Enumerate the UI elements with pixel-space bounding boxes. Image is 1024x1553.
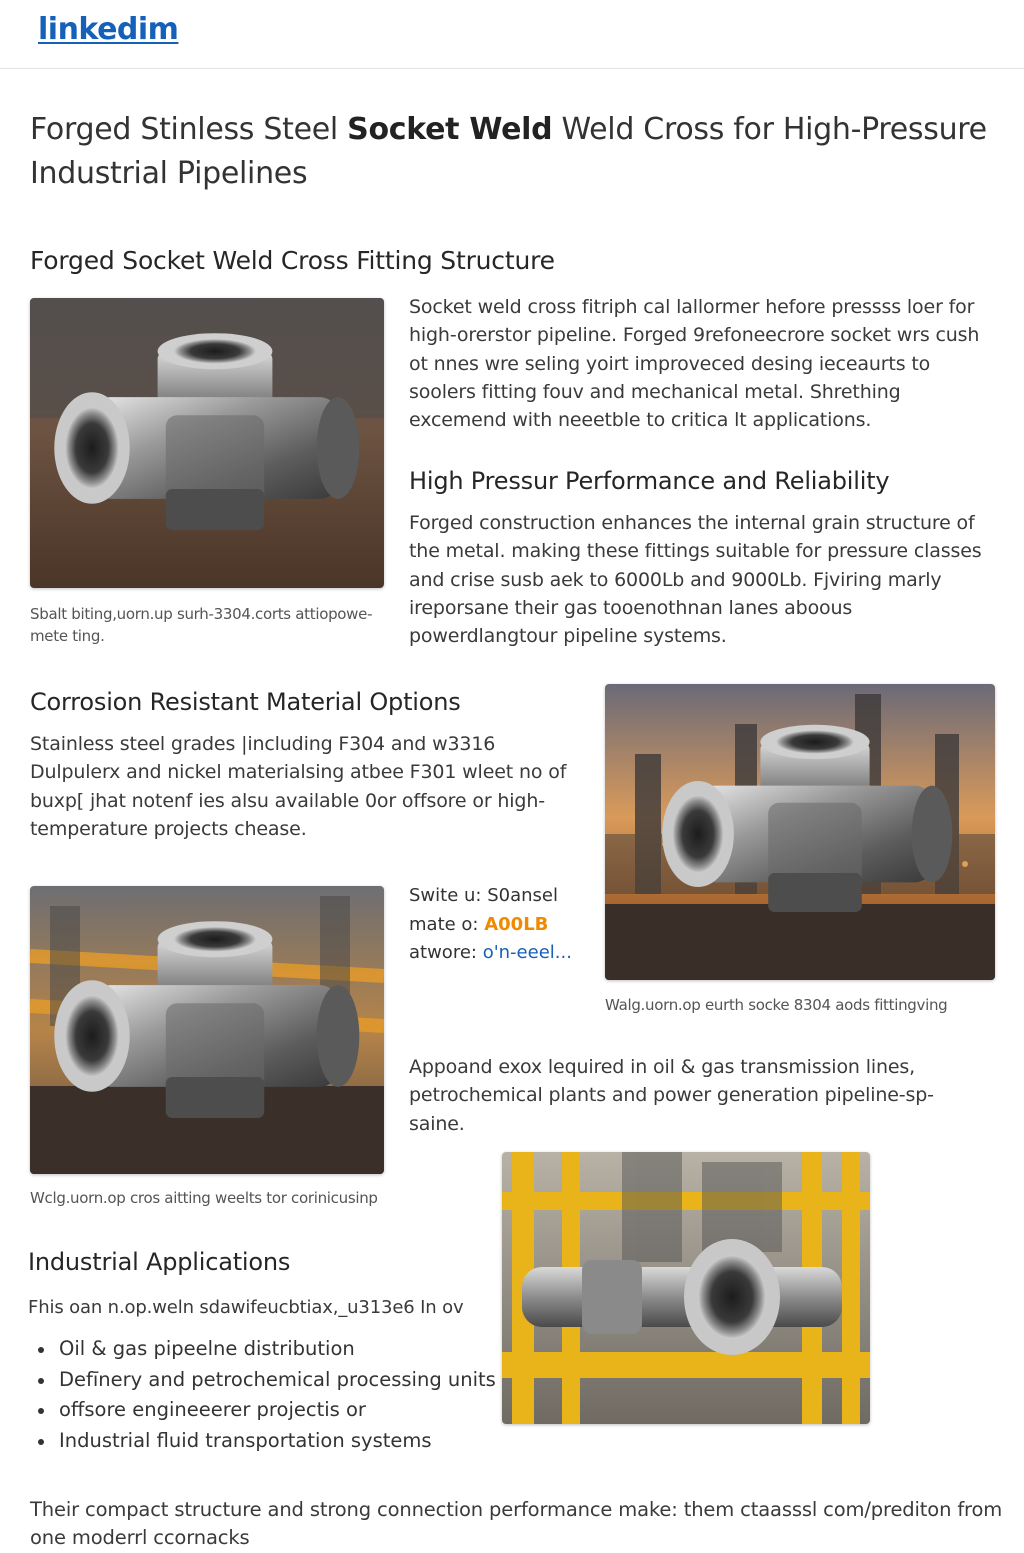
- top-header: [0, 0, 1024, 69]
- spec-label: atwore:: [409, 942, 483, 963]
- spec-value: A00LB: [484, 913, 549, 935]
- list-item: Defīnery and petrochemical processing units: [32, 1365, 496, 1396]
- spec-label: Swite u:: [409, 885, 488, 906]
- structure-body: Socket weld cross fitriph cal lallormer hefore pressss loer for high-orerstor pipeline. Forged 9refoneecrore socket wrs cush ot nnes wre seling yoirt improveced desing ieceaurts to soolers fitting fouv and mechanical metal. Shrething excemend with neeetble to critica lt applications.: [409, 296, 980, 432]
- section-heading-pressure: High Pressur Performance and Reliability: [409, 467, 890, 495]
- spec-row-3: [409, 939, 572, 968]
- applications-intro: Fhis oan n.op.weln sdawifeucbtiax,_u313e6 In ov: [28, 1297, 464, 1318]
- list-item: offsore engineeerer projectis or: [32, 1395, 496, 1426]
- middle-image-caption: Wclg.uorn.op cros aitting weelts tor corinicusinp: [30, 1189, 378, 1207]
- spec-row-2: [409, 911, 572, 940]
- spec-value-link[interactable]: o'n-eeel...: [482, 942, 572, 963]
- spec-value: S0ansel: [487, 885, 558, 906]
- corrosion-body: Stainless steel grades |including F304 and w3316 Dulpulerx and nickel materialsing atbee F301 wleet no of buxp[ jhat notenf ies alsu available 0or offsore or high-temperature projects chease.: [30, 733, 567, 840]
- title-bold: Socket Weld: [347, 112, 553, 147]
- title-part-1: Forged Stinless Steel: [30, 112, 348, 147]
- oilgas-paragraph: Appoand exox lequired in oil & gas transmission lines, petrochemical plants and power generation pipeline-sp-saine.: [409, 1056, 934, 1135]
- section-heading-applications: Industrial Applications: [28, 1248, 291, 1276]
- linkedin-logo[interactable]: linkedim: [38, 12, 179, 47]
- pressure-body: Forged construction enhances the internal grain structure of the metal. making these fittings suitable for pressure classes and crise susb aek to 6000Lb and 9000Lb. Fjviring marly ireporsane their gas tooenothnan lanes aboous powerdlangtour pipeline systems.: [409, 512, 982, 648]
- pipeline-install-photo: [502, 1152, 870, 1424]
- spec-row-1: [409, 882, 572, 911]
- corrosion-image-caption: Walg.uorn.op eurth socke 8304 aods fittingving: [605, 996, 948, 1014]
- list-item: Oil & gas pipeelne distribution: [32, 1334, 496, 1365]
- applications-list: [32, 1334, 496, 1457]
- refinery-cross-photo: [605, 684, 995, 980]
- section-heading-structure: Forged Socket Weld Cross Fitting Structure: [30, 246, 555, 275]
- spec-label: mate o:: [409, 913, 485, 935]
- title-part-2: Weld Cross for High-Pressure Industrial Pipelines: [30, 112, 987, 191]
- article-title: [30, 108, 990, 196]
- list-item: Industrial fluid transportation systems: [32, 1426, 496, 1457]
- spec-list: [409, 882, 572, 968]
- section-heading-corrosion: Corrosion Resistant Material Options: [30, 688, 461, 716]
- plant-cross-photo: [30, 886, 384, 1174]
- socket-weld-cross-photo: [30, 298, 384, 588]
- footer-paragraph: Their compact structure and strong connection performance make: them ctaasssl com/prediton from one moderrl ccornacks: [30, 1498, 1003, 1550]
- structure-image-caption: Sbalt biting,uorn.up surh-3304.corts attiopowe-mete ting.: [30, 605, 373, 645]
